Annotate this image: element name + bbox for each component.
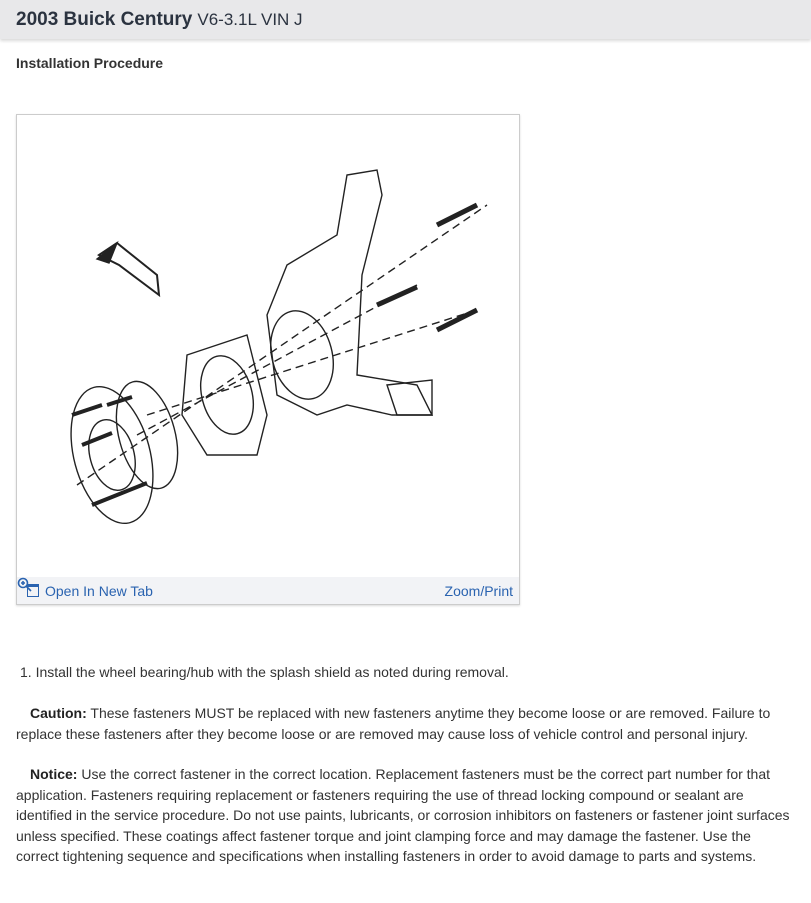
open-in-new-tab-link[interactable] bbox=[27, 583, 153, 599]
diagram-figure bbox=[16, 114, 520, 605]
notice-text: Use the correct fastener in the correct location. Replacement fasteners must be the correct part number for that application. Fasteners requiring replacement or fasteners requiring the use of thread locking compound or sealant are identified in the service procedure. Do not use paints, lubricants, or corrosion inhibitors on fasteners or fastener joint surfaces unless specified. These coatings affect fastener torque and joint clamping force and may damage the fastener. Use the correct tightening sequence and specifications when installing fasteners in order to avoid damage to parts and systems. bbox=[16, 766, 790, 864]
step-text: Install the wheel bearing/hub with the splash shield as noted during removal. bbox=[35, 664, 509, 680]
hub-bearing-diagram bbox=[17, 115, 519, 577]
step-1 bbox=[20, 662, 800, 683]
caution-block bbox=[16, 703, 796, 744]
step-number: 1. bbox=[20, 664, 32, 680]
notice-label: Notice: bbox=[30, 766, 78, 782]
notice-block bbox=[16, 764, 796, 867]
figure-toolbar bbox=[17, 577, 519, 604]
zoom-print-label: Zoom/Print bbox=[444, 582, 513, 599]
zoom-in-icon bbox=[17, 577, 32, 592]
page-header bbox=[0, 0, 811, 39]
zoom-print-link[interactable] bbox=[445, 583, 513, 599]
caution-label: Caution: bbox=[30, 705, 87, 721]
open-in-new-tab-label: Open In New Tab bbox=[45, 582, 153, 599]
caution-text: These fasteners MUST be replaced with new fasteners anytime they become loose or are removed. Failure to replace these fasteners after they become loose or are removed may cause loss of vehicle control and personal injury. bbox=[16, 705, 771, 742]
section-title: Installation Procedure bbox=[16, 55, 164, 71]
engine-label: V6-3.1L VIN J bbox=[197, 9, 303, 29]
vehicle-title: 2003 Buick Century bbox=[16, 8, 193, 30]
